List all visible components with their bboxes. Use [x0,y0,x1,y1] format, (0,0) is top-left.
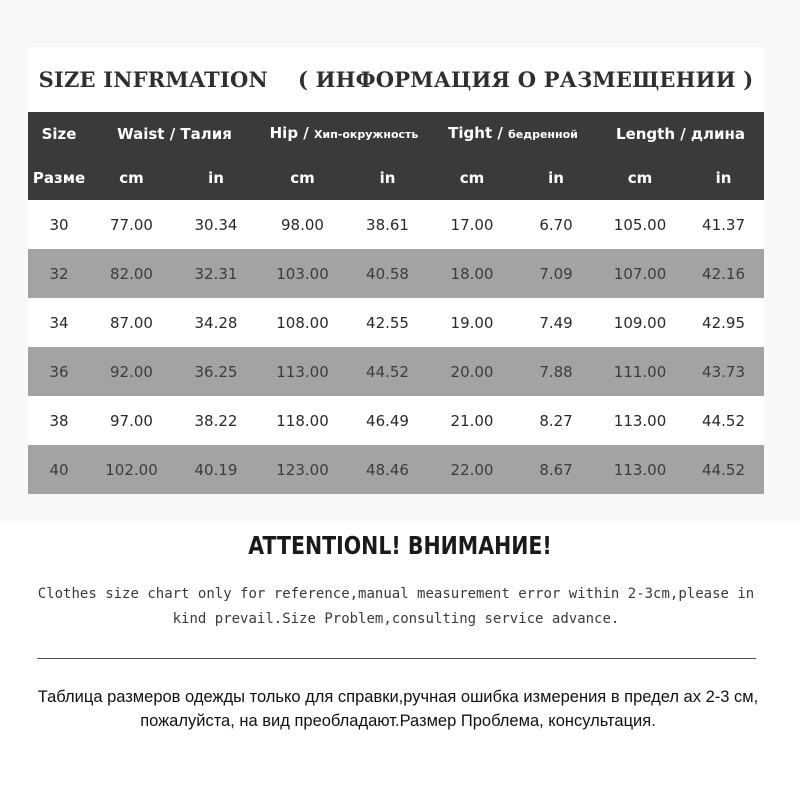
cell-hip-cm: 113.00 [259,347,346,396]
cell-length-cm: 105.00 [597,200,683,249]
cell-size: 36 [28,347,90,396]
table-row [28,200,764,249]
cell-waist-cm: 92.00 [90,347,173,396]
table-header-row-1 [28,112,764,156]
cell-waist-cm: 82.00 [90,249,173,298]
cell-hip-in: 46.49 [346,396,429,445]
title-band [28,47,764,112]
cell-length-cm: 113.00 [597,445,683,494]
divider [37,658,756,659]
lower-section [0,521,800,800]
cell-waist-in: 32.31 [173,249,259,298]
cell-tight-in: 7.49 [515,298,597,347]
cell-waist-cm: 87.00 [90,298,173,347]
cell-length-in: 41.37 [683,200,764,249]
title-russian: ( ИНФОРМАЦИЯ О РАЗМЕЩЕНИИ ) [297,67,754,92]
header-length-in: in [683,156,764,200]
table-header-row-2 [28,156,764,200]
cell-length-in: 44.52 [683,445,764,494]
cell-waist-cm: 97.00 [90,396,173,445]
cell-tight-in: 7.09 [515,249,597,298]
cell-tight-cm: 22.00 [429,445,515,494]
cell-tight-in: 8.67 [515,445,597,494]
cell-hip-in: 38.61 [346,200,429,249]
cell-hip-in: 44.52 [346,347,429,396]
cell-tight-cm: 21.00 [429,396,515,445]
title-english: SIZE INFRMATION [38,67,268,92]
cell-hip-cm: 118.00 [259,396,346,445]
table-row [28,347,764,396]
cell-length-cm: 111.00 [597,347,683,396]
header-waist-in: in [173,156,259,200]
header-hip-en: Hip / [269,124,309,142]
cell-length-cm: 113.00 [597,396,683,445]
cell-tight-in: 8.27 [515,396,597,445]
cell-waist-cm: 102.00 [90,445,173,494]
cell-hip-cm: 98.00 [259,200,346,249]
header-waist: Waist / Талия [90,112,259,156]
cell-length-cm: 109.00 [597,298,683,347]
cell-tight-cm: 18.00 [429,249,515,298]
cell-size: 32 [28,249,90,298]
cell-length-in: 42.16 [683,249,764,298]
cell-size: 38 [28,396,90,445]
cell-hip-cm: 108.00 [259,298,346,347]
cell-waist-in: 34.28 [173,298,259,347]
cell-waist-in: 36.25 [173,347,259,396]
cell-tight-in: 7.88 [515,347,597,396]
cell-waist-cm: 77.00 [90,200,173,249]
cell-waist-in: 30.34 [173,200,259,249]
note-russian: Таблица размеров одежды только для справки,ручная ошибка измерения в предел ах 2-3 см, пожалуйста, на вид преобладают.Размер Проблема, консультация. [37,688,759,730]
cell-hip-in: 42.55 [346,298,429,347]
header-hip-cm: cm [259,156,346,200]
header-hip [259,112,429,156]
header-hip-in: in [346,156,429,200]
header-waist-cm: cm [90,156,173,200]
cell-length-in: 43.73 [683,347,764,396]
header-tight [429,112,597,156]
cell-tight-cm: 17.00 [429,200,515,249]
header-size: Size [28,112,90,156]
cell-length-cm: 107.00 [597,249,683,298]
cell-size: 34 [28,298,90,347]
header-length-cm: cm [597,156,683,200]
header-tight-cm: cm [429,156,515,200]
header-length: Length / длина [597,112,764,156]
table-row [28,396,764,445]
table-row [28,249,764,298]
cell-tight-in: 6.70 [515,200,597,249]
cell-size: 30 [28,200,90,249]
cell-hip-in: 48.46 [346,445,429,494]
header-tight-en: Tight / [448,124,503,142]
header-size-ru: Разме [28,156,90,200]
header-tight-ru: бедренной [508,128,578,141]
cell-hip-in: 40.58 [346,249,429,298]
cell-waist-in: 40.19 [173,445,259,494]
cell-tight-cm: 20.00 [429,347,515,396]
header-hip-ru: Хип-окружность [314,128,419,141]
attention-heading: ATTENTIONL! ВНИМАНИЕ! [248,531,552,560]
cell-waist-in: 38.22 [173,396,259,445]
note-english: Clothes size chart only for reference,manual measurement error within 2-3cm,please in kind prevail.Size Problem,consulting service advance. [37,586,755,627]
cell-size: 40 [28,445,90,494]
cell-length-in: 42.95 [683,298,764,347]
header-tight-in: in [515,156,597,200]
table-row [28,445,764,494]
cell-hip-cm: 123.00 [259,445,346,494]
table-row [28,298,764,347]
cell-length-in: 44.52 [683,396,764,445]
cell-tight-cm: 19.00 [429,298,515,347]
cell-hip-cm: 103.00 [259,249,346,298]
size-table [28,112,764,494]
